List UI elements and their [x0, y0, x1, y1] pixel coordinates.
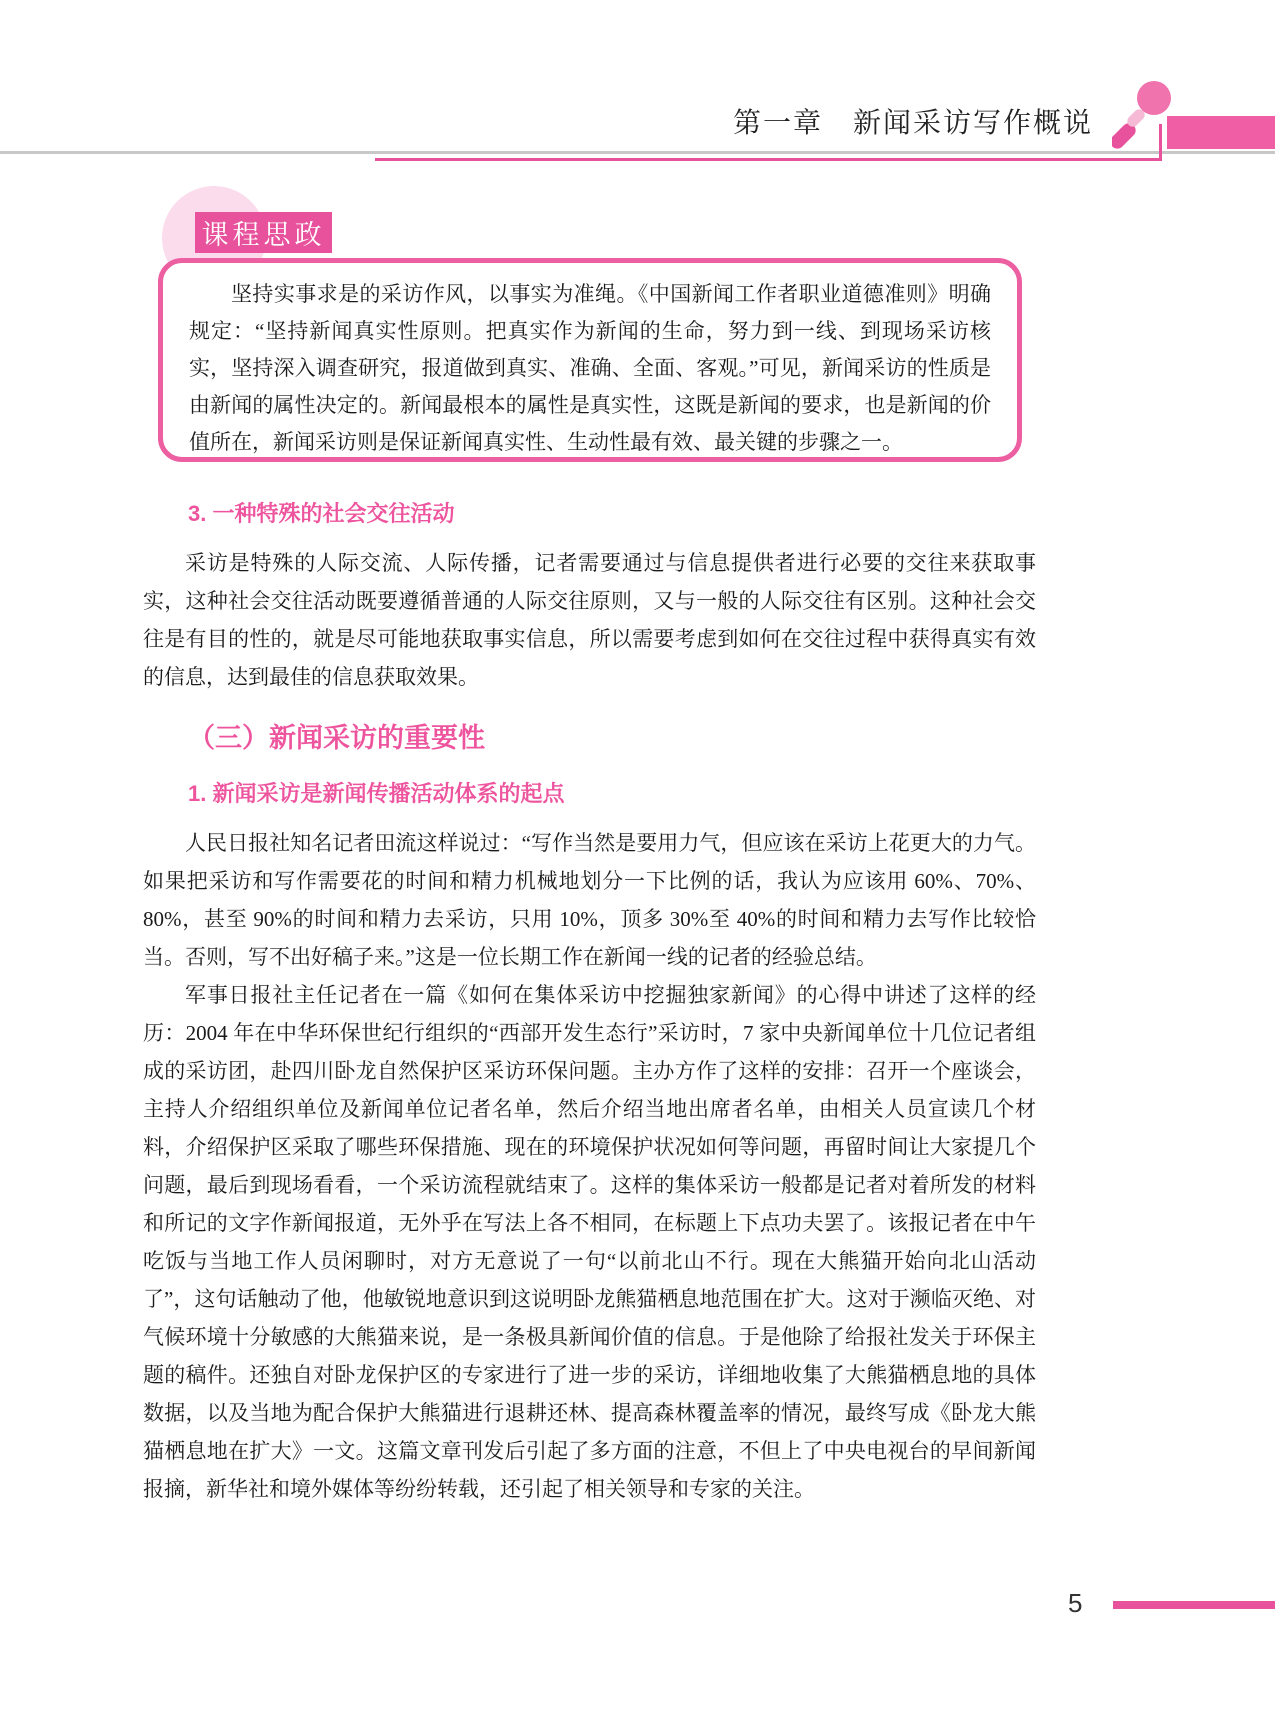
heading-importance: （三）新闻采访的重要性: [188, 723, 485, 753]
para-military-reporter: 军事日报社主任记者在一篇《如何在集体采访中挖掘独家新闻》的心得中讲述了这样的经历：2004 年在中华环保世纪行组织的“西部开发生态行”采访时，7 家中央新闻单位十几位记者组成的采访团，赴四川卧龙自然保护区采访环保问题。主办方作了这样的安排：召开一个座谈会，主持人介绍组织单位及新闻单位记者名单，然后介绍当地出席者名单，由相关人员宣读几个材料，介绍保护区采取了哪些环保措施、现在的环境保护状况如何等问题，再留时间让大家提几个问题，最后到现场看看，一个采访流程就结束了。这样的集体采访一般都是记者对着所发的材料和所记的文字作新闻报道，无外乎在写法上各不相同，在标题上下点功夫罢了。该报记者在中午吃饭与当地工作人员闲聊时，对方无意说了一句“以前北山不行。现在大熊猫开始向北山活动了”，这句话触动了他，他敏锐地意识到这说明卧龙熊猫栖息地范围在扩大。这对于濒临灭绝、对气候环境十分敏感的大熊猫来说，是一条极具新闻价值的信息。于是他除了给报社发关于环保主题的稿件。还独自对卧龙保护区的专家进行了进一步的采访，详细地收集了大熊猫栖息地的具体数据，以及当地为配合保护大熊猫进行退耕还林、提高森林覆盖率的情况，最终写成《卧龙大熊猫栖息地在扩大》一文。这篇文章刊发后引起了多方面的注意，不但上了中央电视台的早间新闻报摘，新华社和境外媒体等纷纷转载，还引起了相关领导和专家的关注。: [143, 983, 1036, 1501]
header-accent-bar: [1167, 116, 1275, 149]
heading-social-activity: 3. 一种特殊的社会交往活动: [188, 501, 455, 526]
header-gray-rule: [0, 151, 1275, 154]
footer-accent-bar: [1113, 1601, 1275, 1609]
microphone-icon: [1112, 78, 1176, 170]
para-tianliu-quote: 人民日报社知名记者田流这样说过：“写作当然是要用力气，但应该在采访上花更大的力气。如果把采访和写作需要花的时间和精力机械地划分一下比例的话，我认为应该用 60%、70%、80%，甚至 90%的时间和精力去采访，只用 10%，顶多 30%至 40%的时间和精力去写作比较恰当。否则，写不出好稿子来。”这是一位长期工作在新闻一线的记者的经验总结。: [143, 831, 1036, 969]
quote-text: 坚持实事求是的采访作风，以事实为准绳。《中国新闻工作者职业道德准则》明确规定：“坚持新闻真实性原则。把真实作为新闻的生命，努力到一线、到现场采访核实，坚持深入调查研究，报道做到真实、准确、全面、客观。”可见，新闻采访的性质是由新闻的属性决定的。新闻最根本的属性是真实性，这既是新闻的要求，也是新闻的价值所在，新闻采访则是保证新闻真实性、生动性最有效、最关键的步骤之一。: [189, 282, 991, 454]
chapter-title: 第一章 新闻采访写作概说: [732, 108, 1093, 139]
page-number: 5: [1068, 1588, 1083, 1618]
badge-label: 课程思政: [201, 220, 326, 250]
para-social-activity: 采访是特殊的人际交流、人际传播，记者需要通过与信息提供者进行必要的交往来获取事实，这种社会交往活动既要遵循普通的人际交往原则，又与一般的人际交往有区别。这种社会交往是有目的性的，就是尽可能地获取事实信息，所以需要考虑到如何在交往过程中获得真实有效的信息，达到最佳的信息获取效果。: [143, 551, 1036, 689]
main-content: [143, 497, 1036, 1508]
quote-box: [158, 258, 1022, 462]
header-pink-rule: [375, 158, 1162, 161]
course-ideology-badge: [195, 212, 332, 253]
heading-starting-point: 1. 新闻采访是新闻传播活动体系的起点: [188, 781, 565, 806]
